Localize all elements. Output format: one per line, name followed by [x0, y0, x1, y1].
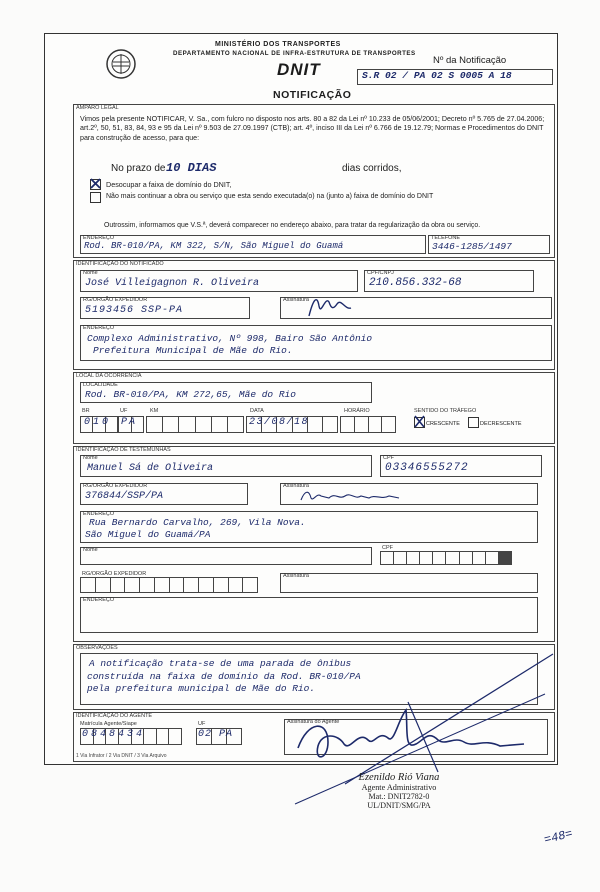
option-1-checkbox[interactable]	[90, 179, 101, 190]
witness1-name-field	[80, 455, 372, 477]
option-2-label: Não mais continuar a obra ou serviço que esta sendo executada(o) na (junto a) faixa de domínio do DNIT	[106, 193, 434, 200]
br-label: BR	[82, 408, 90, 414]
date-label: DATA	[250, 408, 264, 414]
appear-text: Outrossim, informamos que V.S.ª, deverá comparecer no endereço abaixo, para tratar da regularização da obra ou serviço.	[104, 222, 481, 229]
crescent-label: CRESCENTE	[426, 421, 460, 427]
witness2-signature-field	[280, 573, 538, 593]
witness1-cpf-value: 03346555272	[385, 462, 469, 474]
notification-form	[44, 33, 558, 765]
observations-line3: pela prefeitura municipal de Mãe do Rio.	[87, 683, 316, 694]
witness1-rg-field	[80, 483, 248, 505]
agent-uf-label: UF	[198, 721, 206, 727]
witness2-signature-label: Assinatura	[283, 573, 309, 579]
witness1-address-label: ENDEREÇO	[83, 511, 115, 517]
agency-address-label: ENDEREÇO	[83, 235, 115, 241]
legal-section	[73, 104, 555, 258]
location-place-label: LOCALIDADE	[83, 382, 118, 388]
observations-line1: A notificação trata-se de uma parada de ônibus	[89, 658, 352, 669]
decrescent-label: DECRESCENTE	[480, 421, 522, 427]
notified-signature-field	[280, 297, 552, 319]
dnit-seal-logo	[105, 48, 137, 80]
stamp-unit: UL/DNIT/SMG/PA	[367, 801, 431, 810]
km-label: KM	[150, 408, 159, 414]
observations-section-label: OBSERVAÇÕES	[76, 645, 118, 651]
option-2-checkbox[interactable]	[90, 192, 101, 203]
witness1-address-line1: Rua Bernardo Carvalho, 269, Vila Nova.	[89, 517, 306, 528]
notified-cpf-value: 210.856.332-68	[369, 277, 462, 289]
witness1-rg-value: 376844/SSP/PA	[85, 491, 164, 502]
agency-address-field	[80, 235, 426, 254]
deadline-suffix: dias corridos,	[342, 163, 402, 174]
agent-reg-value: 0848434	[82, 729, 146, 740]
ministry-heading: MINISTÉRIO DOS TRANSPORTES	[215, 41, 341, 48]
witness1-rg-label: RG/ORGÃO EXPEDIDOR	[83, 483, 148, 489]
agent-uf-value: 02 PA	[198, 729, 234, 740]
agent-signature-label: Assinatura do Agente	[287, 719, 340, 725]
page-number: =48=	[542, 826, 575, 848]
witness1-signature-label: Assinatura	[283, 483, 309, 489]
witness1-signature-image	[299, 486, 409, 506]
notified-address-line1: Complexo Administrativo, Nº 998, Bairo São Antônio	[87, 333, 373, 344]
agent-signature-image	[288, 700, 538, 780]
direction-label: SENTIDO DO TRÁFEGO	[414, 408, 477, 414]
notified-rg-value: 5193456 SSP-PA	[85, 305, 184, 316]
decrescent-checkbox[interactable]	[468, 417, 479, 428]
notified-name-label: Nome	[83, 270, 98, 276]
stamp-name: Ezenildo Rió Viana	[358, 772, 440, 783]
agency-phone-field	[428, 235, 550, 254]
observations-field	[80, 653, 538, 705]
location-place-value: Rod. BR-010/PA, KM 272,65, Mãe do Rio	[85, 389, 296, 400]
copies-footer: 1 Via Infrator / 2 Via DNIT / 3 Via Arquivo	[76, 753, 167, 759]
witness2-rg-label: RG/ORGÃO EXPEDIDOR	[82, 571, 147, 577]
witnesses-section-label: IDENTIFICAÇÃO DE TESTEMUNHAS	[76, 447, 171, 453]
witnesses-section	[73, 446, 555, 642]
notified-section-label: IDENTIFICAÇÃO DO NOTIFICADO	[76, 261, 164, 267]
notification-number-field	[357, 69, 553, 85]
witness2-rg-cells	[80, 577, 258, 593]
notified-signature-image	[305, 290, 365, 320]
notified-address-line2: Prefeitura Municipal de Mãe do Rio.	[93, 345, 293, 356]
location-section	[73, 372, 555, 444]
deadline-value: 10 DIAS	[166, 161, 217, 175]
notified-cpf-field	[364, 270, 534, 292]
witness2-cpf-label: CPF	[382, 545, 393, 551]
notified-cpf-label: CPF/CNPJ	[367, 270, 394, 276]
witness2-name-label: Nome	[83, 547, 98, 553]
time-cells	[340, 416, 396, 433]
witness1-address-line2: São Miguel do Guamá/PA	[85, 529, 211, 540]
witness1-name-value: Manuel Sá de Oliveira	[87, 463, 214, 474]
legal-section-label: AMPARO LEGAL	[76, 105, 119, 111]
witness1-signature-field	[280, 483, 538, 505]
agency-phone-label: TELEFONE	[431, 235, 461, 241]
witness1-name-label: Nome	[83, 455, 98, 461]
witness1-cpf-label: CPF	[383, 455, 394, 461]
witness2-name-field	[80, 547, 372, 565]
notified-rg-field	[80, 297, 250, 319]
location-place-field	[80, 382, 372, 403]
witness2-address-label: ENDEREÇO	[83, 597, 115, 603]
notified-name-value: José Villeigagnon R. Oliveira	[85, 278, 260, 289]
stamp-mat: Mat.: DNIT2782-0	[368, 792, 430, 801]
date-value: 23/08/18	[249, 417, 310, 428]
crescent-checkbox[interactable]	[414, 417, 425, 428]
notification-number-label: Nº da Notificação	[433, 55, 507, 66]
notified-rg-label: RG/ORGÃO EXPEDIDOR	[83, 297, 148, 303]
notified-signature-label: Assinatura	[283, 297, 309, 303]
agency-address-value: Rod. BR-010/PA, KM 322, S/N, São Miguel do Guamá	[84, 241, 344, 251]
notification-number-value: S.R 02 / PA 02 S 0005 A 18	[362, 70, 512, 81]
agent-reg-label: Matrícula Agente/Siape	[80, 721, 137, 727]
br-value: 010	[84, 417, 112, 428]
deadline-prefix: No prazo de	[111, 163, 166, 174]
witness1-address-field	[80, 511, 538, 543]
km-cells	[146, 416, 244, 433]
witness2-cpf-cells	[380, 551, 512, 565]
notified-name-field	[80, 270, 358, 292]
agent-stamp	[340, 772, 458, 810]
uf-value: PA	[121, 417, 138, 428]
department-heading: DEPARTAMENTO NACIONAL DE INFRA-ESTRUTURA DE TRANSPORTES	[173, 50, 416, 57]
notified-section	[73, 260, 555, 370]
agency-phone-value: 3446-1285/1497	[432, 241, 512, 252]
notified-address-field	[80, 325, 552, 361]
stamp-role: Agente Administrativo	[361, 783, 437, 792]
notified-address-label: ENDEREÇO	[83, 325, 115, 331]
agent-section-label: IDENTIFICAÇÃO DO AGENTE	[76, 713, 153, 719]
observations-line2: construída na faixa de domínio da Rod. BR-010/PA	[87, 671, 361, 682]
witness2-address-field	[80, 597, 538, 633]
option-1-label: Desocupar a faixa de domínio do DNIT,	[106, 180, 232, 189]
location-section-label: LOCAL DA OCORRÊNCIA	[76, 373, 142, 379]
legal-body-text: Vimos pela presente NOTIFICAR, V. Sa., com fulcro no disposto nos arts. 80 a 82 da Lei nº 10.233 de 05/06/2001; Decreto nº 5.765 de 27.04.2006; art.2º, 50, 51, 83, 84, 93 e 95 da Lei nº 9.503 de 27.09.1997 (CTB); art. 4º, inciso III da Lei nº 6.766 de 19.12.79; Normas e Procedimentos do DNIT para construção de acesso, para que:	[80, 115, 545, 142]
time-label: HORÁRIO	[344, 408, 370, 414]
witness1-cpf-field	[380, 455, 542, 477]
dnit-logo-text: DNIT	[277, 60, 321, 79]
form-title: NOTIFICAÇÃO	[273, 89, 352, 101]
uf-label: UF	[120, 408, 128, 414]
